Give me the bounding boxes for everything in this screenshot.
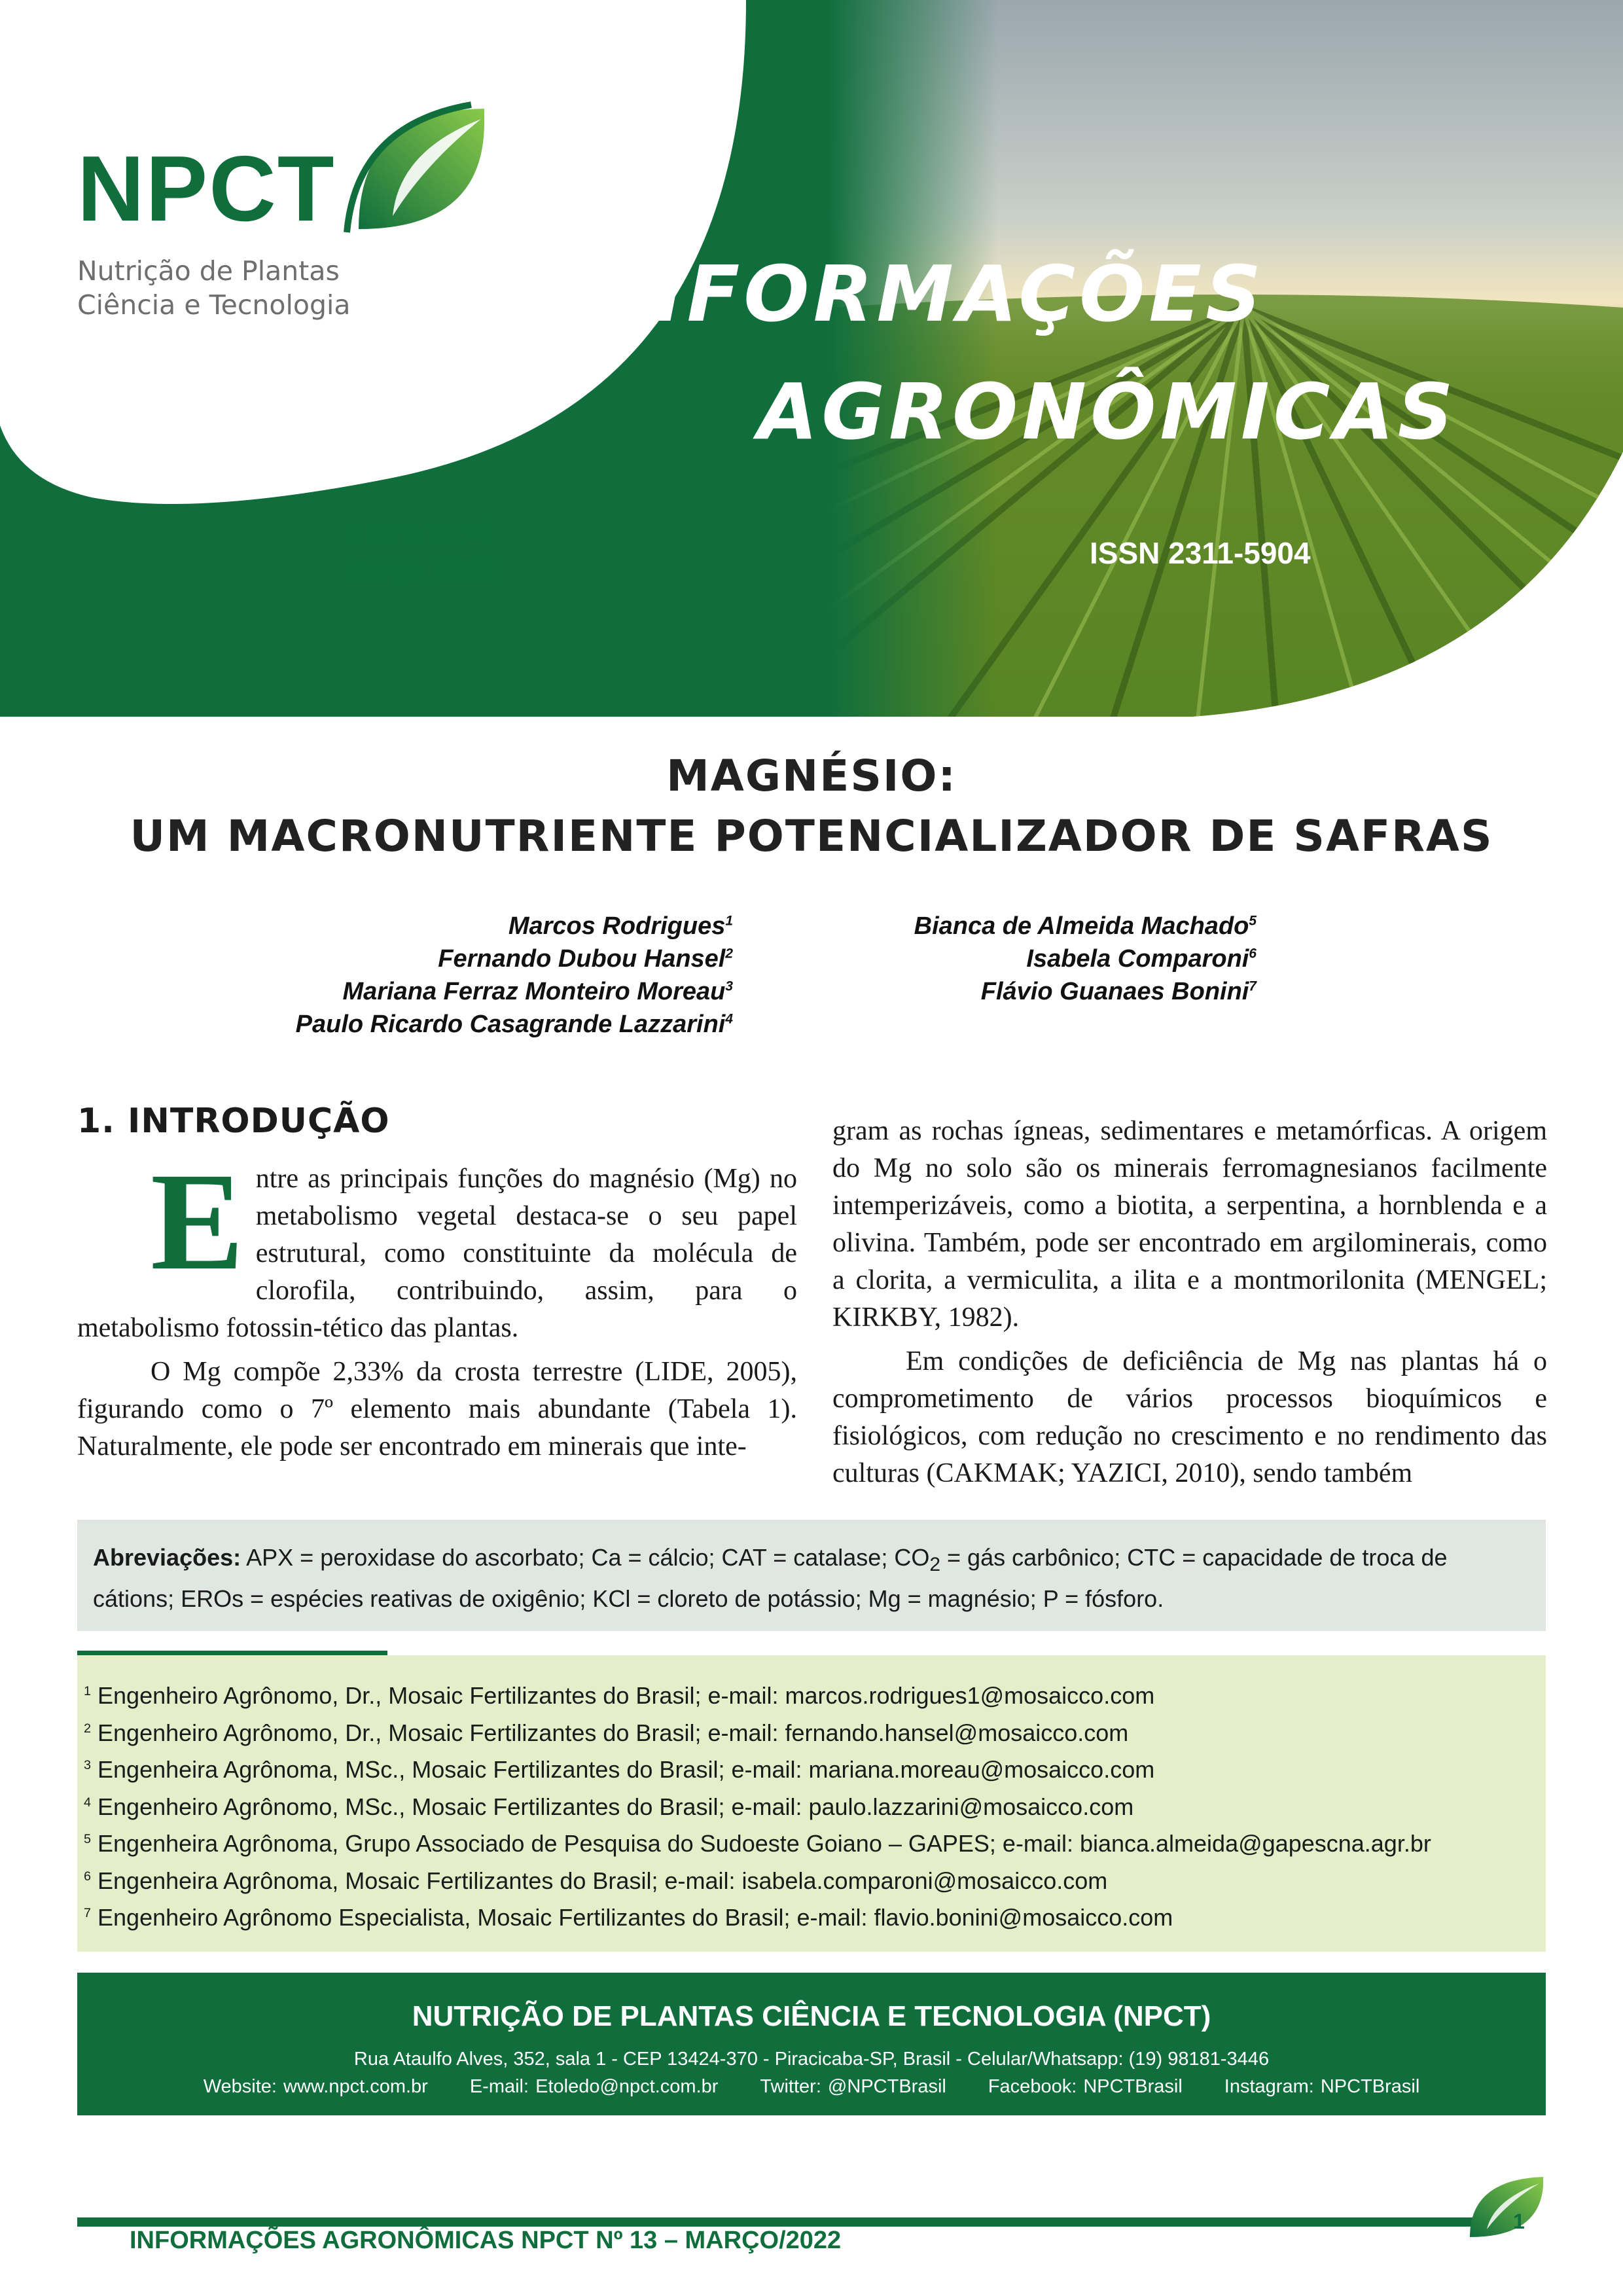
footnote: $^5$ Engenheira Agrônoma, Grupo Associado de Pesquisa do Sudoeste Goiano – GAPES; e-mail: bianca.almeida@gapescna.agr.br <box>84 1830 1431 1857</box>
footnote: $^7$ Engenheiro Agrônomo Especialista, Mosaic Fertilizantes do Brasil; e-mail: flavio.bonini@mosaicco.com <box>84 1904 1173 1931</box>
article-title <box>0 746 1623 867</box>
footnote: $^6$ Engenheira Agrônoma, Mosaic Fertilizantes do Brasil; e-mail: isabela.comparoni@mosaicco.com <box>84 1867 1108 1894</box>
issue-date: Março 2022 <box>340 554 497 586</box>
logo-subtitle-line2: Ciência e Tecnologia <box>77 289 351 321</box>
authors-right <box>733 910 1257 1008</box>
section-heading-introduction: 1. INTRODUÇÃO <box>77 1102 390 1141</box>
article-title-line1: MAGNÉSIO: <box>666 751 957 801</box>
issue-info <box>321 514 517 590</box>
author: Fernando Dubou Hansel$^2$ <box>438 945 733 973</box>
logo-subtitle-line1: Nutrição de Plantas <box>77 255 340 287</box>
author: Isabela Comparoni$^6$ <box>1026 945 1257 973</box>
bottom-rule <box>77 2217 1483 2227</box>
author: Flávio Guanaes Bonini$^7$ <box>980 978 1257 1005</box>
footnote: $^2$ Engenheiro Agrônomo, Dr., Mosaic Fertilizantes do Brasil; e-mail: fernando.hansel@mosaicco.com <box>84 1719 1129 1746</box>
footnote: $^4$ Engenheiro Agrônomo, MSc., Mosaic Fertilizantes do Brasil; e-mail: paulo.lazzarini@mosaicco.com <box>84 1793 1134 1820</box>
running-footer: INFORMAÇÕES AGRONÔMICAS NPCT Nº 13 – MARÇO/2022 <box>130 2227 842 2254</box>
footer-facebook[interactable]: Facebook: NPCTBrasil <box>988 2076 1183 2097</box>
author: Marcos Rodrigues$^1$ <box>508 912 733 940</box>
footer-links <box>77 2076 1546 2098</box>
header-banner <box>0 0 1623 726</box>
abbreviations-box: Abreviações: APX = peroxidase do ascorbato; Ca = cálcio; CAT = catalase; $CO_2$ = gás carbônico; CTC = capacidade de troca de cátions; EROs = espécies reativas de oxigênio; KCl = cloreto de potássio; Mg = magnésio; P = fósforo. <box>77 1520 1546 1631</box>
body-column-right <box>832 1113 1547 1492</box>
paragraph: Em condições de deficiência de Mg nas plantas há o comprometimento de vários processos bioquímicos e fisiológicos, com redução no crescimento e no rendimento das culturas (CAKMAK; YAZICI, 2010), sendo também <box>832 1346 1547 1488</box>
abbreviations-label: Abreviações: <box>93 1544 241 1571</box>
footer-title: NUTRIÇÃO DE PLANTAS CIÊNCIA E TECNOLOGIA (NPCT) <box>412 2000 1211 2032</box>
authors-left <box>196 910 733 1041</box>
author: Bianca de Almeida Machado$^5$ <box>914 912 1257 940</box>
paragraph: O Mg compõe 2,33% da crosta terrestre (LIDE, 2005), figurando como o 7º elemento mais abundante (Tabela 1). Naturalmente, ele pode ser encontrado em minerais que inte- <box>77 1357 797 1462</box>
footnote: $^3$ Engenheira Agrônoma, MSc., Mosaic Fertilizantes do Brasil; e-mail: mariana.moreau@mosaicco.com <box>84 1756 1155 1783</box>
footer-email[interactable]: E-mail: Etoledo@npct.com.br <box>469 2076 719 2097</box>
drop-cap: E <box>151 1144 244 1299</box>
body-column-left <box>77 1144 797 1465</box>
issn: ISSN 2311-5904 <box>1090 536 1311 570</box>
author: Mariana Ferraz Monteiro Moreau$^3$ <box>342 978 733 1005</box>
footer-website[interactable]: Website: www.npct.com.br <box>203 2076 428 2097</box>
contact-footer <box>77 1973 1546 2115</box>
page-number: 1 <box>1513 2210 1525 2233</box>
footnotes-box <box>77 1655 1546 1952</box>
issue-number: Número 13 <box>344 516 493 548</box>
article-title-line2: UM MACRONUTRIENTE POTENCIALIZADOR DE SAFRAS <box>130 811 1493 861</box>
logo-subtitle <box>77 254 351 322</box>
paragraph: gram as rochas ígneas, sedimentares e metamórficas. A origem do Mg no solo são os minerais ferromagnesianos facilmente intemperizáveis, como a biotita, a serpentina, a hornblenda e a olivina. Também, pode ser encontrado em argilominerais, como a clorita, a vermiculita, a ilita e a montmorilonita (MENGEL; KIRKBY, 1982). <box>832 1116 1547 1333</box>
publication-title-line2: AGRONÔMICAS <box>758 367 1457 457</box>
footnote-rule <box>77 1651 387 1655</box>
author: Paulo Ricardo Casagrande Lazzarini$^4$ <box>295 1011 733 1038</box>
footer-instagram[interactable]: Instagram: NPCTBrasil <box>1224 2076 1420 2097</box>
logo-npct: NPCT <box>77 137 336 241</box>
footer-twitter[interactable]: Twitter: @NPCTBrasil <box>760 2076 946 2097</box>
paragraph: Entre as principais funções do magnésio (Mg) no metabolismo vegetal destaca-se o seu papel estrutural, como constituinte da molécula de clorofila, contribuindo, assim, para o metabolismo fotossin-tético das plantas. <box>77 1144 797 1343</box>
footer-address: Rua Ataulfo Alves, 352, sala 1 - CEP 13424-370 - Piracicaba-SP, Brasil - Celular/Whatsapp: (19) 98181-3446 <box>353 2049 1270 2070</box>
field-photo <box>828 0 1623 720</box>
publication-title-line1: INFORMAÇÕES <box>586 249 1266 339</box>
footnote: $^1$ Engenheiro Agrônomo, Dr., Mosaic Fertilizantes do Brasil; e-mail: marcos.rodrigues1@mosaicco.com <box>84 1682 1155 1709</box>
page-leaf-icon <box>1467 2174 1546 2240</box>
